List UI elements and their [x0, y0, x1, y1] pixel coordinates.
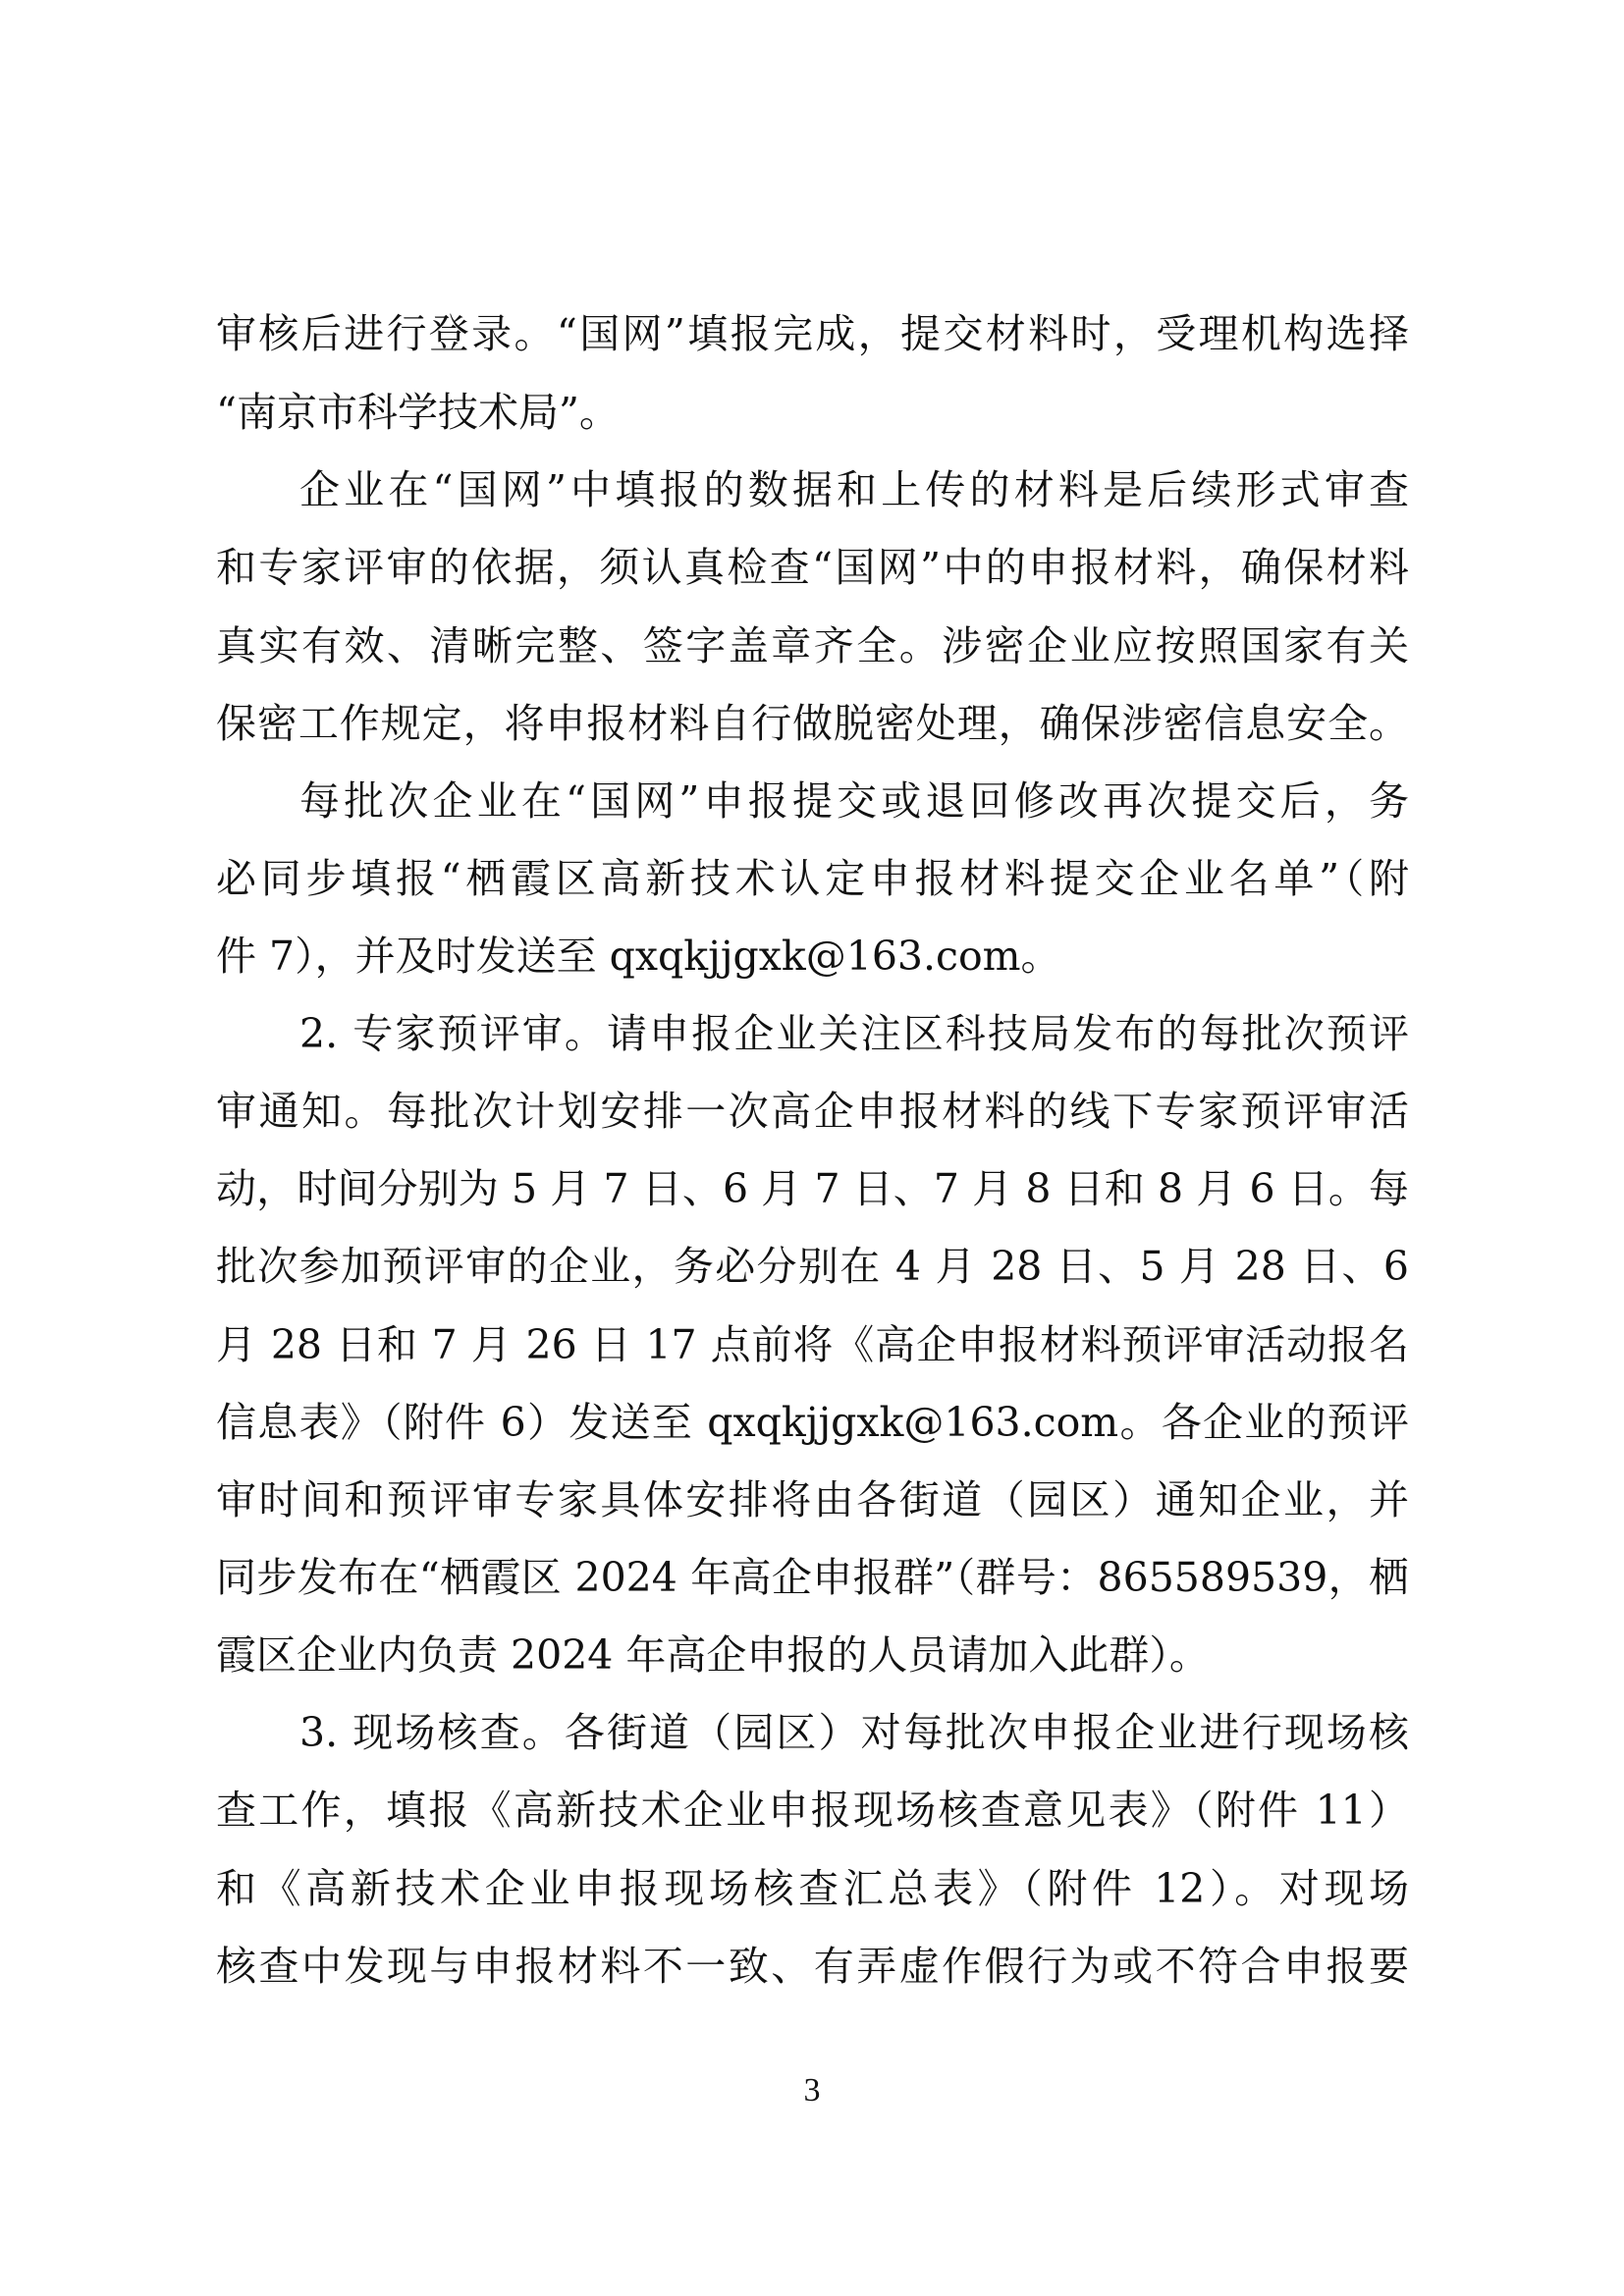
text-line: 信息表》（附件 6）发送至 qxqkjjgxk@163.com。各企业的预评 [216, 1399, 1409, 1446]
text-line: 查工作，填报《高新技术企业申报现场核查意见表》（附件 11） [216, 1787, 1409, 1834]
text-line: 批次参加预评审的企业，务必分别在 4 月 28 日、5 月 28 日、6 [216, 1243, 1409, 1290]
text-line: 核查中发现与申报材料不一致、有弄虚作假行为或不符合申报要 [216, 1943, 1409, 1990]
text-line: 真实有效、清晰完整、签字盖章齐全。涉密企业应按照国家有关 [216, 622, 1409, 669]
text-line: 和专家评审的依据，须认真检查“国网”中的申报材料，确保材料 [216, 544, 1409, 591]
text-line: 保密工作规定，将申报材料自行做脱密处理，确保涉密信息安全。 [216, 700, 1409, 747]
page-number: 3 [803, 2072, 821, 2109]
section-heading-line: 2. 专家预评审。请申报企业关注区科技局发布的每批次预评 [299, 1010, 1409, 1057]
text-line: 动，时间分别为 5 月 7 日、6 月 7 日、7 月 8 日和 8 月 6 日。每 [216, 1165, 1409, 1212]
paragraph-first-line: 企业在“国网”中填报的数据和上传的材料是后续形式审查 [299, 466, 1409, 513]
text-line: 和《高新技术企业申报现场核查汇总表》（附件 12）。对现场 [216, 1865, 1409, 1912]
text-line: 同步发布在“栖霞区 2024 年高企申报群”（群号：865589539，栖 [216, 1554, 1409, 1601]
text-line: 霞区企业内负责 2024 年高企申报的人员请加入此群）。 [216, 1631, 1210, 1679]
text-line: 审时间和预评审专家具体安排将由各街道（园区）通知企业，并 [216, 1476, 1409, 1523]
paragraph-first-line: 每批次企业在“国网”申报提交或退回修改再次提交后，务 [299, 777, 1409, 825]
text-line: 审核后进行登录。“国网”填报完成，提交材料时，受理机构选择 [216, 310, 1409, 357]
text-line: “南京市科学技术局”。 [216, 389, 620, 436]
section-heading-line: 3. 现场核查。各街道（园区）对每批次申报企业进行现场核 [299, 1709, 1409, 1756]
text-line: 件 7），并及时发送至 qxqkjjgxk@163.com。 [216, 933, 1061, 980]
text-line: 审通知。每批次计划安排一次高企申报材料的线下专家预评审活 [216, 1088, 1409, 1135]
text-line: 必同步填报“栖霞区高新技术认定申报材料提交企业名单”（附 [216, 855, 1409, 902]
text-line: 月 28 日和 7 月 26 日 17 点前将《高企申报材料预评审活动报名 [216, 1321, 1409, 1368]
